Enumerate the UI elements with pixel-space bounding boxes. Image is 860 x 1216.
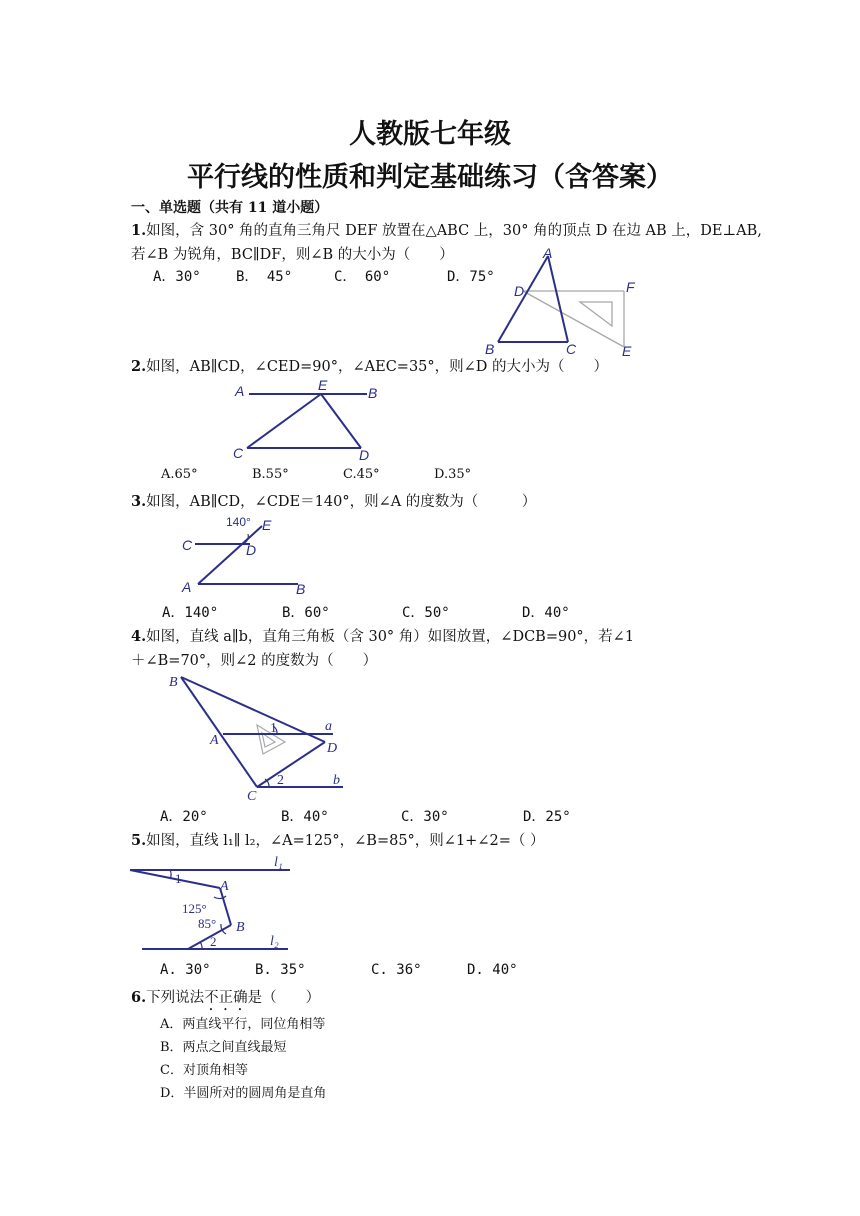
q2-label-A: A xyxy=(235,383,245,399)
q3-option-a: A．140° xyxy=(162,605,219,621)
q3-label-A: A xyxy=(182,579,192,595)
question-3-text: 如图，AB∥CD，∠CDE＝140°，则∠A 的度数为（ ） xyxy=(146,494,537,510)
q4-label-b: b xyxy=(333,773,340,788)
q5-option-a: A. 30° xyxy=(160,962,211,978)
q5-label-l1: l₁ xyxy=(274,855,283,870)
q1-label-D: D xyxy=(514,283,525,299)
q3-angle-label: 140° xyxy=(226,515,251,529)
q6-option-d: D．半圆所对的圆周角是直角 xyxy=(160,1086,327,1101)
q4-option-a: A．20° xyxy=(160,809,208,825)
question-2-text: 如图，AB∥CD，∠CED=90°，∠AEC=35°，则∠D 的大小为（ ） xyxy=(146,359,609,375)
question-1-line2: 若∠B 为锐角，BC∥DF，则∠B 的大小为（ ） xyxy=(131,247,454,263)
page-subtitle: 平行线的性质和判定基础练习（含答案） xyxy=(187,162,673,193)
q2-option-d: D.35° xyxy=(434,467,472,482)
q4-label-A: A xyxy=(210,733,219,748)
q4-figure xyxy=(165,670,355,805)
q1-label-B: B xyxy=(485,341,495,357)
question-number: 2. xyxy=(131,358,147,375)
question-5-text: 如图，直线 l₁∥ l₂，∠A=125°，∠B=85°，则∠1+∠2=（ ） xyxy=(146,833,545,849)
q2-label-C: C xyxy=(233,445,244,461)
q2-option-c: C.45° xyxy=(343,467,380,482)
question-number: 5. xyxy=(131,832,147,849)
question-6-prefix: 下列说法 xyxy=(146,990,205,1006)
q4-label-D: D xyxy=(327,741,338,756)
q1-figure xyxy=(480,244,650,360)
q4-option-b: B．40° xyxy=(281,809,329,825)
q2-figure xyxy=(225,378,385,466)
question-4-line2: ＋∠B=70°，则∠2 的度数为（ ） xyxy=(131,653,378,669)
q5-angle-1: 1 xyxy=(175,871,182,886)
q3-label-C: C xyxy=(182,537,193,553)
q4-angle-1: 1 xyxy=(270,721,277,736)
q4-option-d: D．25° xyxy=(523,809,571,825)
q1-label-E: E xyxy=(622,343,632,359)
q2-option-b: B.55° xyxy=(252,467,289,482)
q5-option-d: D. 40° xyxy=(467,962,518,978)
q6-option-c: C．对顶角相等 xyxy=(160,1063,248,1078)
q5-angle-85: 85° xyxy=(198,916,217,931)
q5-label-B: B xyxy=(236,920,245,935)
q4-option-c: C．30° xyxy=(401,809,449,825)
q5-figure xyxy=(128,852,298,958)
page-title: 人教版七年级 xyxy=(349,119,511,150)
q3-option-d: D．40° xyxy=(522,605,570,621)
question-4 xyxy=(131,625,634,646)
question-5 xyxy=(131,829,544,850)
q4-label-a: a xyxy=(325,719,332,734)
question-number: 3. xyxy=(131,493,147,510)
q1-label-A: A xyxy=(543,245,553,261)
q2-option-a: A.65° xyxy=(161,467,198,482)
q6-option-b: B．两点之间直线最短 xyxy=(160,1040,287,1055)
question-1-line1: 如图，含 30° 角的直角三角尺 DEF 放置在△ABC 上，30° 角的顶点 D 在边 AB 上，DE⊥AB, xyxy=(146,223,762,239)
question-3 xyxy=(131,490,536,511)
q5-angle-125: 125° xyxy=(182,901,207,916)
q5-option-c: C. 36° xyxy=(371,962,422,978)
q3-option-c: C．50° xyxy=(402,605,450,621)
question-number: 1. xyxy=(131,222,147,239)
q3-label-D: D xyxy=(246,542,257,558)
q3-option-b: B．60° xyxy=(282,605,330,621)
q5-angle-2: 2 xyxy=(210,934,217,949)
q1-label-C: C xyxy=(566,341,577,357)
question-number: 6. xyxy=(131,989,147,1006)
q1-option-a: A．30° xyxy=(153,269,201,285)
q5-label-l2: l₂ xyxy=(270,934,279,949)
q3-figure xyxy=(170,512,320,600)
q4-label-B: B xyxy=(169,675,178,690)
q1-option-d: D．75° xyxy=(447,269,495,285)
q1-label-F: F xyxy=(626,279,635,295)
question-6-suffix: 是（ ） xyxy=(247,990,321,1006)
question-1 xyxy=(131,219,762,240)
q3-label-E: E xyxy=(262,517,272,533)
question-6 xyxy=(131,986,320,1014)
q2-label-E: E xyxy=(318,378,328,393)
q3-label-B: B xyxy=(296,581,306,597)
question-4-line1: 如图，直线 a∥b，直角三角板（含 30° 角）如图放置，∠DCB=90°，若∠1 xyxy=(146,629,635,645)
q4-angle-2: 2 xyxy=(277,773,284,788)
q1-option-c: C． 60° xyxy=(334,269,391,285)
question-6-emphasis: 不正确 xyxy=(204,990,248,1006)
q2-label-D: D xyxy=(359,447,370,463)
q1-option-b: B． 45° xyxy=(236,269,293,285)
question-number: 4. xyxy=(131,628,147,645)
q6-option-a: A．两直线平行，同位角相等 xyxy=(160,1017,326,1032)
q5-option-b: B. 35° xyxy=(255,962,306,978)
section-heading: 一、单选题（共有 11 道小题） xyxy=(131,200,329,216)
question-2 xyxy=(131,355,608,376)
q2-label-B: B xyxy=(368,385,378,401)
q4-label-C: C xyxy=(247,789,257,804)
q5-label-A: A xyxy=(220,879,229,894)
